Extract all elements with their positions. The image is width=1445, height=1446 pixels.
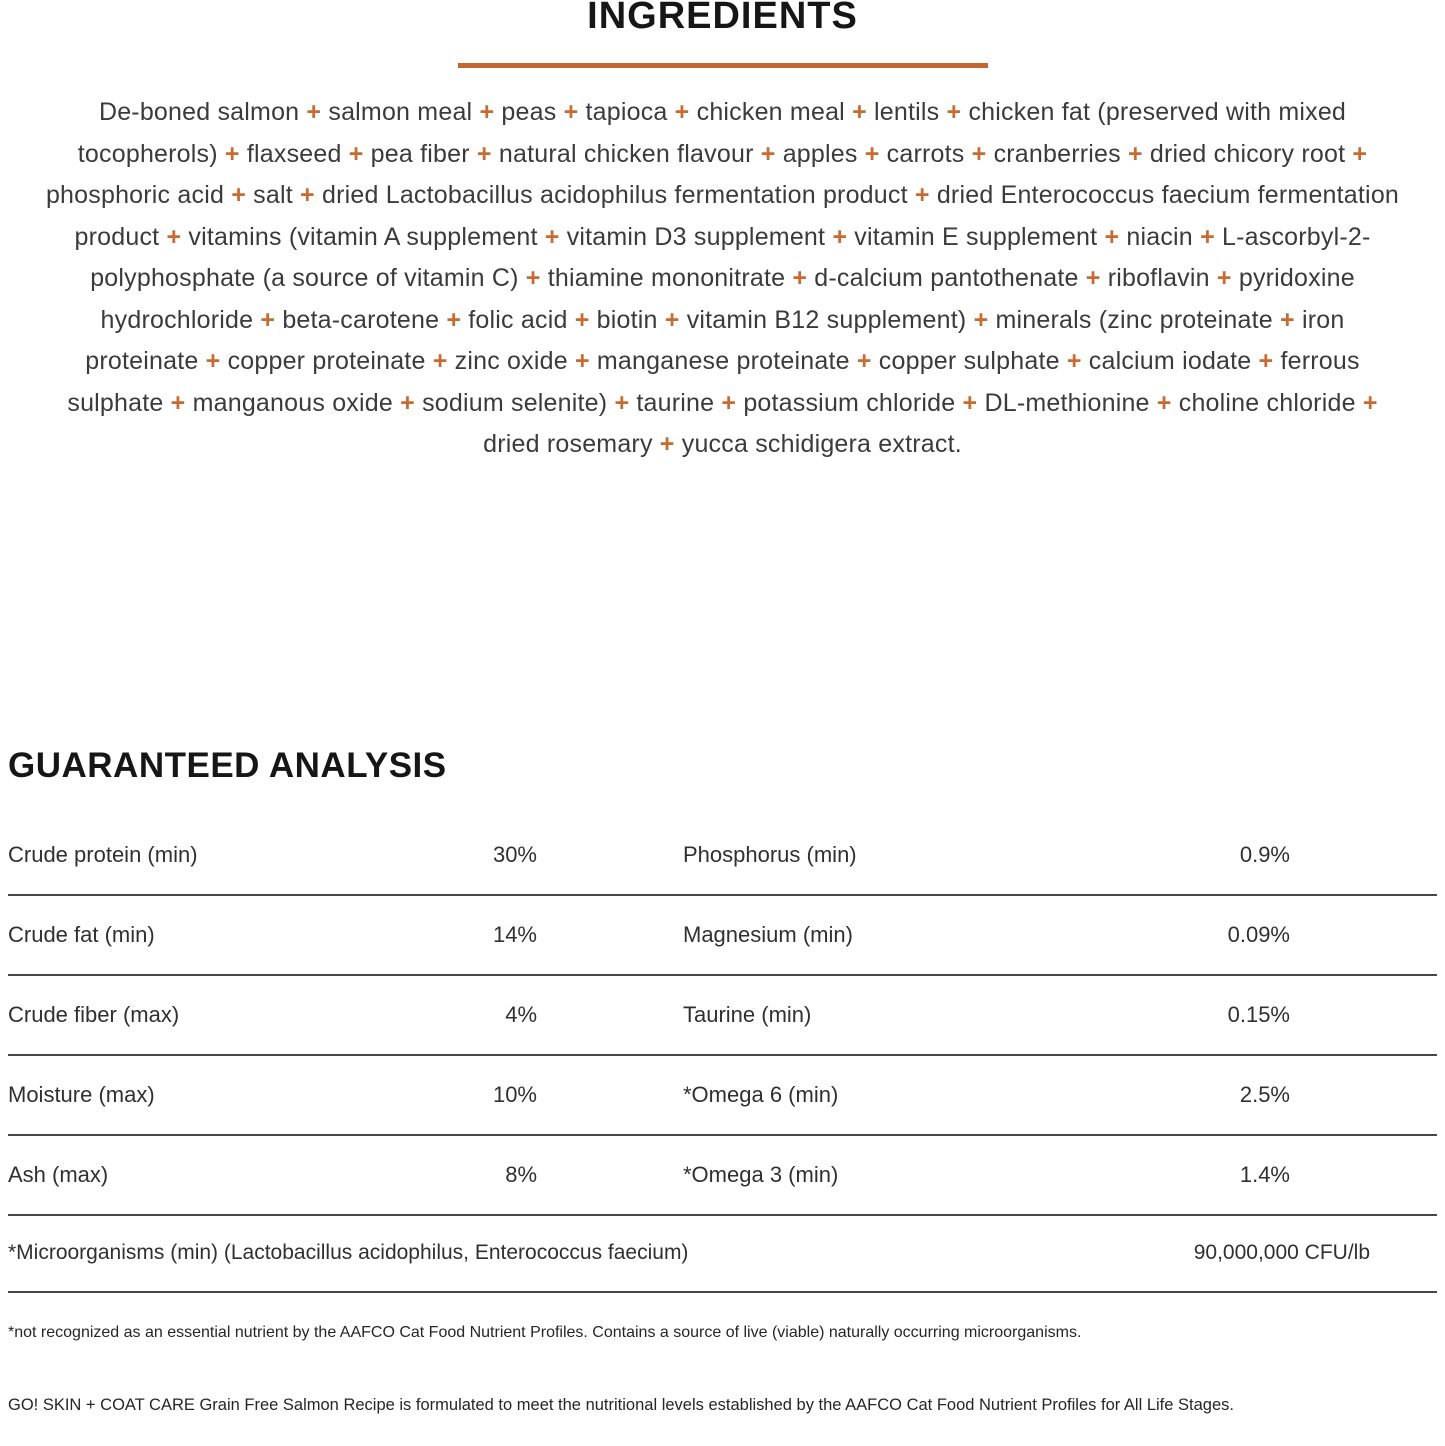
plus-separator-icon: +	[607, 388, 637, 417]
table-row	[8, 816, 1437, 896]
plus-separator-icon: +	[217, 139, 247, 168]
plus-separator-icon: +	[1209, 264, 1239, 292]
plus-separator-icon: +	[341, 139, 371, 168]
plus-separator-icon: +	[1272, 305, 1302, 334]
nutrient-value: 10%	[492, 1081, 537, 1107]
ingredients-list: De-boned salmon + salmon meal + peas + tapioca + chicken meal + lentils + chicken fat (preserved with mixed tocopherols) + flaxseed + pea fiber + natural chicken flavour + apples + carrots + cranberries + dried chicory root + phosphoric acid + salt + dried Lactobacillus acidophilus fermentation product + dried Enterococcus faecium fermentation product + vitamins (vitamin A supplement + vitamin D3 supplement + vitamin E supplement + niacin + L-ascorbyl-2-polyphosphate (a source of vitamin C) + thiamine mononitrate + d-calcium pantothenate + riboflavin + pyridoxine hydrochloride + beta-carotene + folic acid + biotin + vitamin B12 supplement) + minerals (zinc proteinate + iron proteinate + copper proteinate + zinc oxide + manganese proteinate + copper sulphate + calcium iodate + ferrous sulphate + manganous oxide + sodium selenite) + taurine + potassium chloride + DL-methionine + choline chloride + dried rosemary + yucca schidigera extract.	[45, 98, 1400, 458]
plus-separator-icon: +	[224, 181, 254, 209]
plus-separator-icon: +	[657, 305, 687, 334]
nutrient-label: Crude fiber (max)	[8, 1001, 180, 1027]
nutrient-label: *Omega 6 (min)	[683, 1081, 839, 1107]
nutrient-label: Moisture (max)	[8, 1081, 155, 1107]
plus-separator-icon: +	[253, 305, 283, 334]
plus-separator-icon: +	[667, 98, 697, 126]
guaranteed-analysis-title: GUARANTEED ANALYSIS	[8, 745, 447, 785]
table-row	[8, 976, 1437, 1056]
nutrient-label: Taurine (min)	[683, 1001, 812, 1027]
plus-separator-icon: +	[472, 98, 502, 126]
plus-separator-icon: +	[1097, 222, 1127, 251]
plus-separator-icon: +	[714, 388, 744, 417]
plus-separator-icon: +	[469, 139, 499, 168]
aafco-footnote: *not recognized as an essential nutrient by the AAFCO Cat Food Nutrient Profiles. Contains a source of live (viable) naturally occurring microorganisms.	[8, 1323, 1082, 1341]
plus-separator-icon: +	[652, 430, 682, 458]
ingredients-section	[8, 0, 1437, 466]
plus-separator-icon: +	[163, 388, 193, 417]
plus-separator-icon: +	[1251, 347, 1281, 375]
plus-separator-icon: +	[537, 222, 567, 251]
plus-separator-icon: +	[857, 139, 887, 168]
plus-separator-icon: +	[299, 98, 329, 126]
nutrient-value: 2.5%	[1239, 1081, 1290, 1107]
plus-separator-icon: +	[966, 305, 996, 334]
plus-separator-icon: +	[939, 98, 969, 126]
nutrient-label: *Omega 3 (min)	[683, 1161, 839, 1187]
plus-separator-icon: +	[1078, 264, 1108, 292]
plus-separator-icon: +	[1345, 139, 1368, 168]
title-underline	[458, 63, 988, 68]
plus-separator-icon: +	[556, 98, 586, 126]
footnotes	[8, 1323, 1437, 1418]
plus-separator-icon: +	[1149, 388, 1179, 417]
table-row	[8, 1056, 1437, 1136]
plus-separator-icon: +	[964, 139, 994, 168]
nutrient-value: 30%	[492, 841, 537, 867]
nutrient-value: 0.09%	[1227, 921, 1290, 947]
plus-separator-icon: +	[1120, 139, 1150, 168]
plus-separator-icon: +	[567, 347, 597, 375]
formulation-statement: GO! SKIN + COAT CARE Grain Free Salmon Recipe is formulated to meet the nutritional levels established by the AAFCO Cat Food Nutrient Profiles for All Life Stages.	[8, 1395, 1234, 1414]
plus-separator-icon: +	[439, 305, 469, 334]
nutrient-label: Crude fat (min)	[8, 921, 155, 947]
nutrient-label: Ash (max)	[8, 1161, 109, 1187]
plus-separator-icon: +	[844, 98, 875, 126]
plus-separator-icon: +	[1355, 388, 1378, 417]
microorganisms-value: 90,000,000 CFU/lb	[1193, 1241, 1370, 1264]
nutrient-value: 1.4%	[1239, 1161, 1290, 1187]
plus-separator-icon: +	[392, 388, 423, 417]
plus-separator-icon: +	[955, 388, 985, 417]
table-row	[8, 1136, 1437, 1216]
nutrient-label: Magnesium (min)	[683, 921, 853, 947]
plus-separator-icon: +	[1192, 222, 1223, 251]
nutrient-value: 14%	[492, 921, 537, 947]
plus-separator-icon: +	[518, 264, 548, 292]
guaranteed-analysis-section	[8, 746, 1437, 1293]
plus-separator-icon: +	[785, 264, 815, 292]
table-row-microorganisms	[8, 1216, 1437, 1293]
plus-separator-icon: +	[292, 181, 322, 209]
ingredients-title: INGREDIENTS	[587, 0, 858, 37]
nutrient-value: 4%	[505, 1001, 537, 1027]
plus-separator-icon: +	[849, 347, 879, 375]
nutrient-value: 0.15%	[1227, 1001, 1290, 1027]
table-row	[8, 896, 1437, 976]
nutrient-value: 0.9%	[1239, 841, 1290, 867]
nutrient-label: Crude protein (min)	[8, 841, 198, 867]
plus-separator-icon: +	[198, 347, 228, 375]
microorganisms-label: *Microorganisms (min) (Lactobacillus acidophilus, Enterococcus faecium)	[8, 1241, 689, 1264]
nutrient-value: 8%	[505, 1161, 537, 1187]
plus-separator-icon: +	[1059, 347, 1089, 375]
guaranteed-analysis-table	[8, 816, 1437, 1293]
plus-separator-icon: +	[567, 305, 597, 334]
nutrient-label: Phosphorus (min)	[683, 841, 857, 867]
plus-separator-icon: +	[159, 222, 189, 251]
plus-separator-icon: +	[425, 347, 455, 375]
plus-separator-icon: +	[825, 222, 855, 251]
plus-separator-icon: +	[907, 181, 937, 209]
plus-separator-icon: +	[753, 139, 783, 168]
